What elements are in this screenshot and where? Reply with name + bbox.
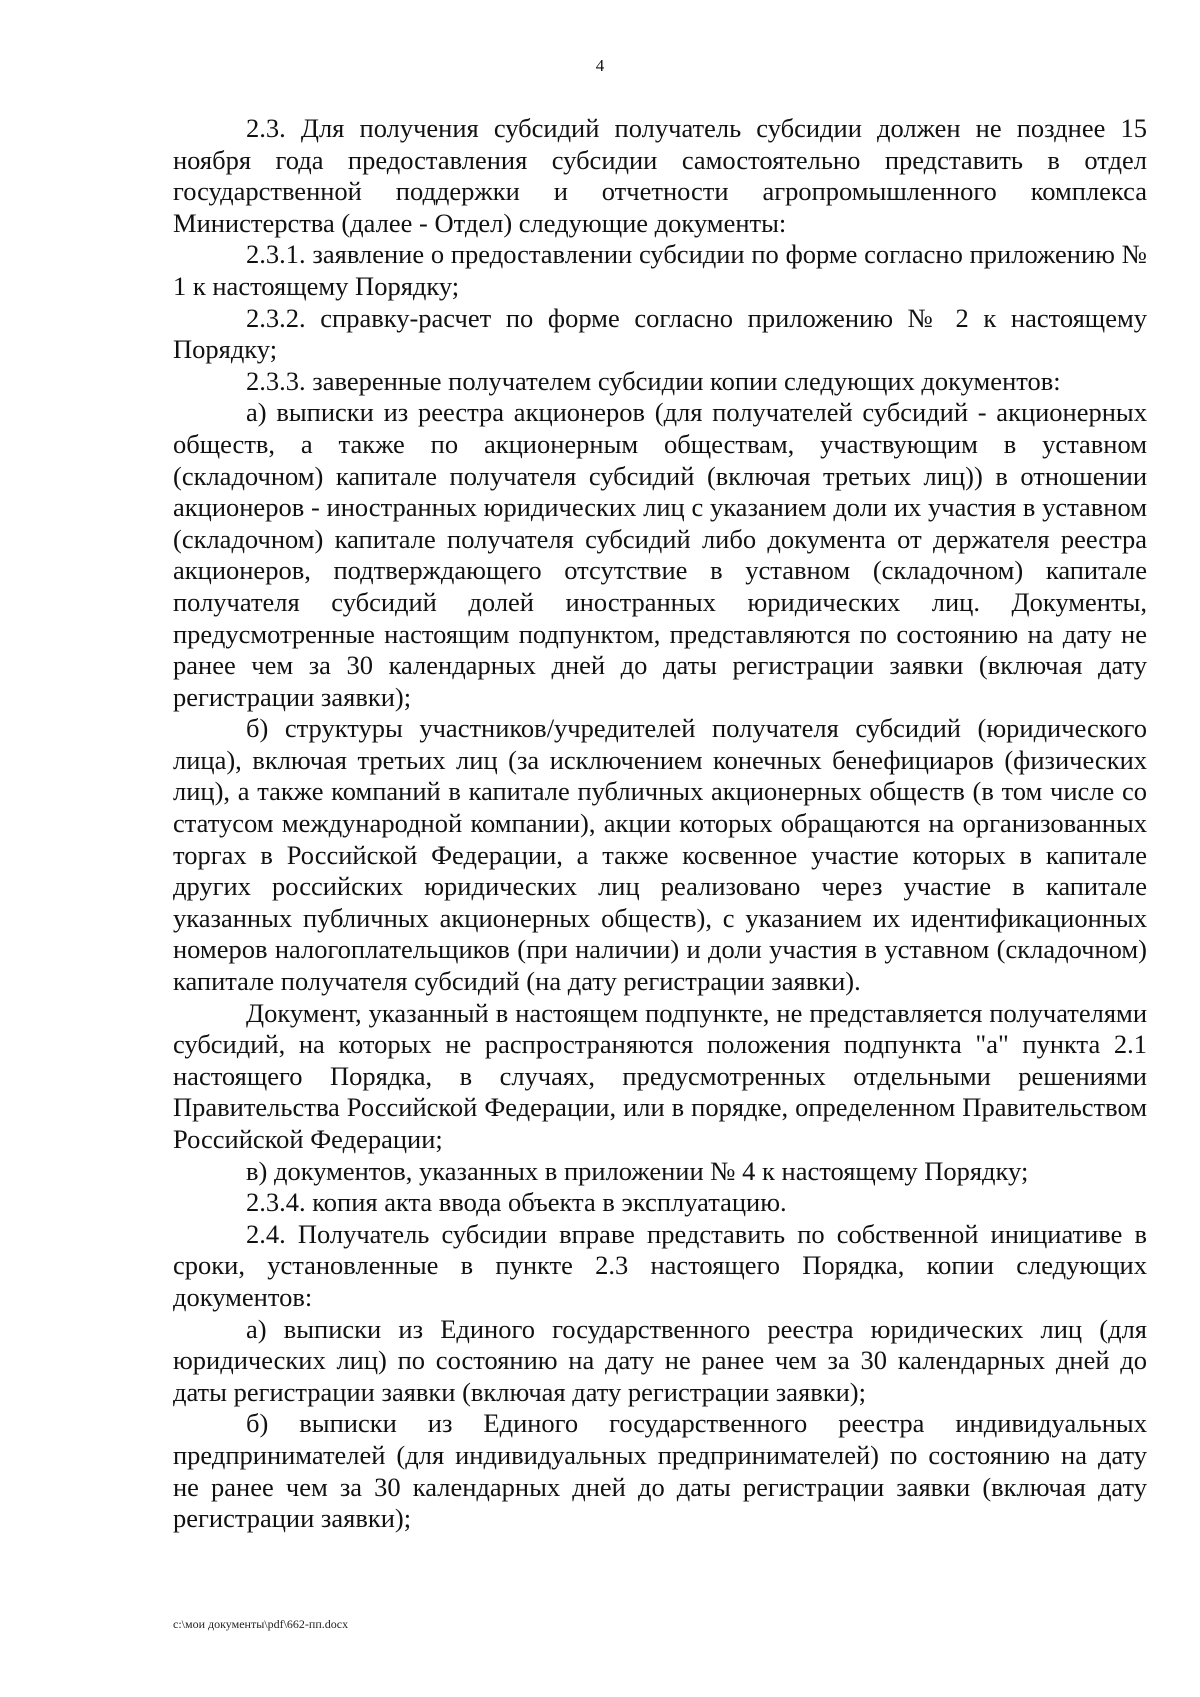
paragraph-2-3-3-v: в) документов, указанных в приложении № 4 к настоящему Порядку; [246, 1155, 1029, 1186]
document-body [173, 113, 1147, 1535]
paragraph-2-3-3-a: а) выписки из реестра акционеров (для получателей субсидий - акционерных обществ, а также по акционерным обществам, участвующим в уставном (складочном) капитале получателя субсидий (включая третьих лиц)) в отношении акционеров - иностранных юридических лиц с указанием доли их участия в уставном (складочном) капитале получателя субсидий либо документа от держателя реестра акционеров, подтверждающего отсутствие в уставном (складочном) капитале получателя субсидий долей иностранных юридических лиц. Документы, предусмотренные настоящим подпунктом, представляются по состоянию на дату не ранее чем за 30 календарных дней до даты регистрации заявки (включая дату регистрации заявки); [173, 397, 1147, 712]
paragraph-2-3: 2.3. Для получения субсидий получатель субсидии должен не позднее 15 ноября года предоставления субсидии самостоятельно представить в отдел государственной поддержки и отчетности агропромышленного комплекса Министерства (далее - Отдел) следующие документы: [173, 113, 1147, 238]
paragraph-2-3-3-b: б) структуры участников/учредителей получателя субсидий (юридического лица), включая третьих лиц (за исключением конечных бенефициаров (физических лиц), а также компаний в капитале публичных акционерных обществ (в том числе со статусом международной компании), акции которых обращаются на организованных торгах в Российской Федерации, а также косвенное участие которых в капитале других российских юридических лиц реализовано через участие в капитале указанных публичных акционерных обществ), с указанием их идентификационных номеров налогоплательщиков (при наличии) и доли участия в уставном (складочном) капитале получателя субсидий (на дату регистрации заявки). [173, 713, 1147, 997]
paragraph-2-3-3: 2.3.3. заверенные получателем субсидии копии следующих документов: [246, 365, 1061, 396]
paragraph-2-4-b: б) выписки из Единого государственного реестра индивидуальных предпринимателей (для индивидуальных предпринимателей) по состоянию на дату не ранее чем за 30 календарных дней до даты регистрации заявки (включая дату регистрации заявки); [173, 1408, 1147, 1534]
paragraph-document-note: Документ, указанный в настоящем подпункте, не представляется получателями субсидий, на которых не распространяются положения подпункта "а" пункта 2.1 настоящего Порядка, в случаях, предусмотренных отдельными решениями Правительства Российской Федерации, или в порядке, определенном Правительством Российской Федерации; [173, 997, 1147, 1154]
paragraph-2-3-2: 2.3.2. справку-расчет по форме согласно приложению № 2 к настоящему Порядку; [173, 302, 1147, 365]
page-number: 4 [595, 56, 605, 75]
paragraph-2-4-a: а) выписки из Единого государственного реестра юридических лиц (для юридических лиц) по состоянию на дату не ранее чем за 30 календарных дней до даты регистрации заявки (включая дату регистрации заявки); [173, 1313, 1147, 1407]
paragraph-2-3-4: 2.3.4. копия акта ввода объекта в эксплуатацию. [246, 1187, 787, 1218]
paragraph-2-4: 2.4. Получатель субсидии вправе представить по собственной инициативе в сроки, установленные в пункте 2.3 настоящего Порядка, копии следующих документов: [173, 1218, 1147, 1312]
footer-file-path: c:\мои документы\pdf\662-пп.docx [173, 1617, 349, 1631]
paragraph-2-3-1: 2.3.1. заявление о предоставлении субсидии по форме согласно приложению № 1 к настоящему Порядку; [173, 239, 1147, 301]
